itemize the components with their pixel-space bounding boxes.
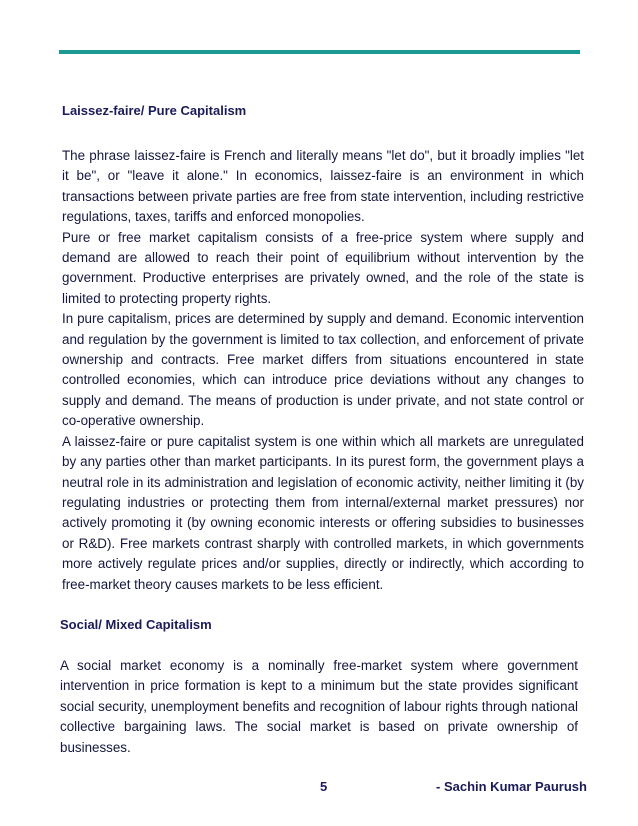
header-rule (59, 50, 580, 54)
paragraph: The phrase laissez-faire is French and literally means "let do", but it broadly implies "let it be", or "leave it alone." In economics, laissez-faire is an environment in which transactions between private parties are free from state intervention, including restrictive regulations, taxes, tariffs and enforced monopolies. (62, 148, 584, 225)
paragraph: A laissez-faire or pure capitalist system is one within which all markets are unregulated by any parties other than market participants. In its purest form, the government plays a neutral role in its administration and legislation of economic activity, neither limiting it (by regulating industries or protecting them from internal/external market pressures) nor actively promoting it (by owning economic interests or offering subsidies to businesses or R&D). Free markets contrast sharply with controlled markets, in which governments more actively regulate prices and/or supplies, directly or indirectly, which according to free-market theory causes markets to be less efficient. (62, 433, 584, 592)
paragraph: A social market economy is a nominally free-market system where government intervention in price formation is kept to a minimum but the state provides significant social security, unemployment benefits and recognition of labour rights through national collective bargaining laws. The social market is based on private ownership of businesses. (60, 658, 578, 755)
section-heading-pure-capitalism: Laissez-faire/ Pure Capitalism (62, 103, 247, 118)
page-number: 5 (320, 779, 328, 794)
author-credit: - Sachin Kumar Paurush (436, 779, 587, 794)
section-body-pure-capitalism (62, 146, 584, 595)
paragraph: In pure capitalism, prices are determined by supply and demand. Economic intervention and regulation by the government is limited to tax collection, and enforcement of private ownership and contracts. Free market differs from situations encountered in state controlled economies, which can introduce price deviations without any changes to supply and demand. The means of production is under private, and not state control or co-operative ownership. (62, 311, 584, 429)
section-heading-mixed-capitalism: Social/ Mixed Capitalism (60, 617, 212, 632)
section-body-mixed-capitalism (60, 656, 578, 758)
paragraph: Pure or free market capitalism consists of a free-price system where supply and demand are allowed to reach their point of equilibrium without intervention by the government. Productive enterprises are privately owned, and the role of the state is limited to protecting property rights. (62, 229, 584, 306)
